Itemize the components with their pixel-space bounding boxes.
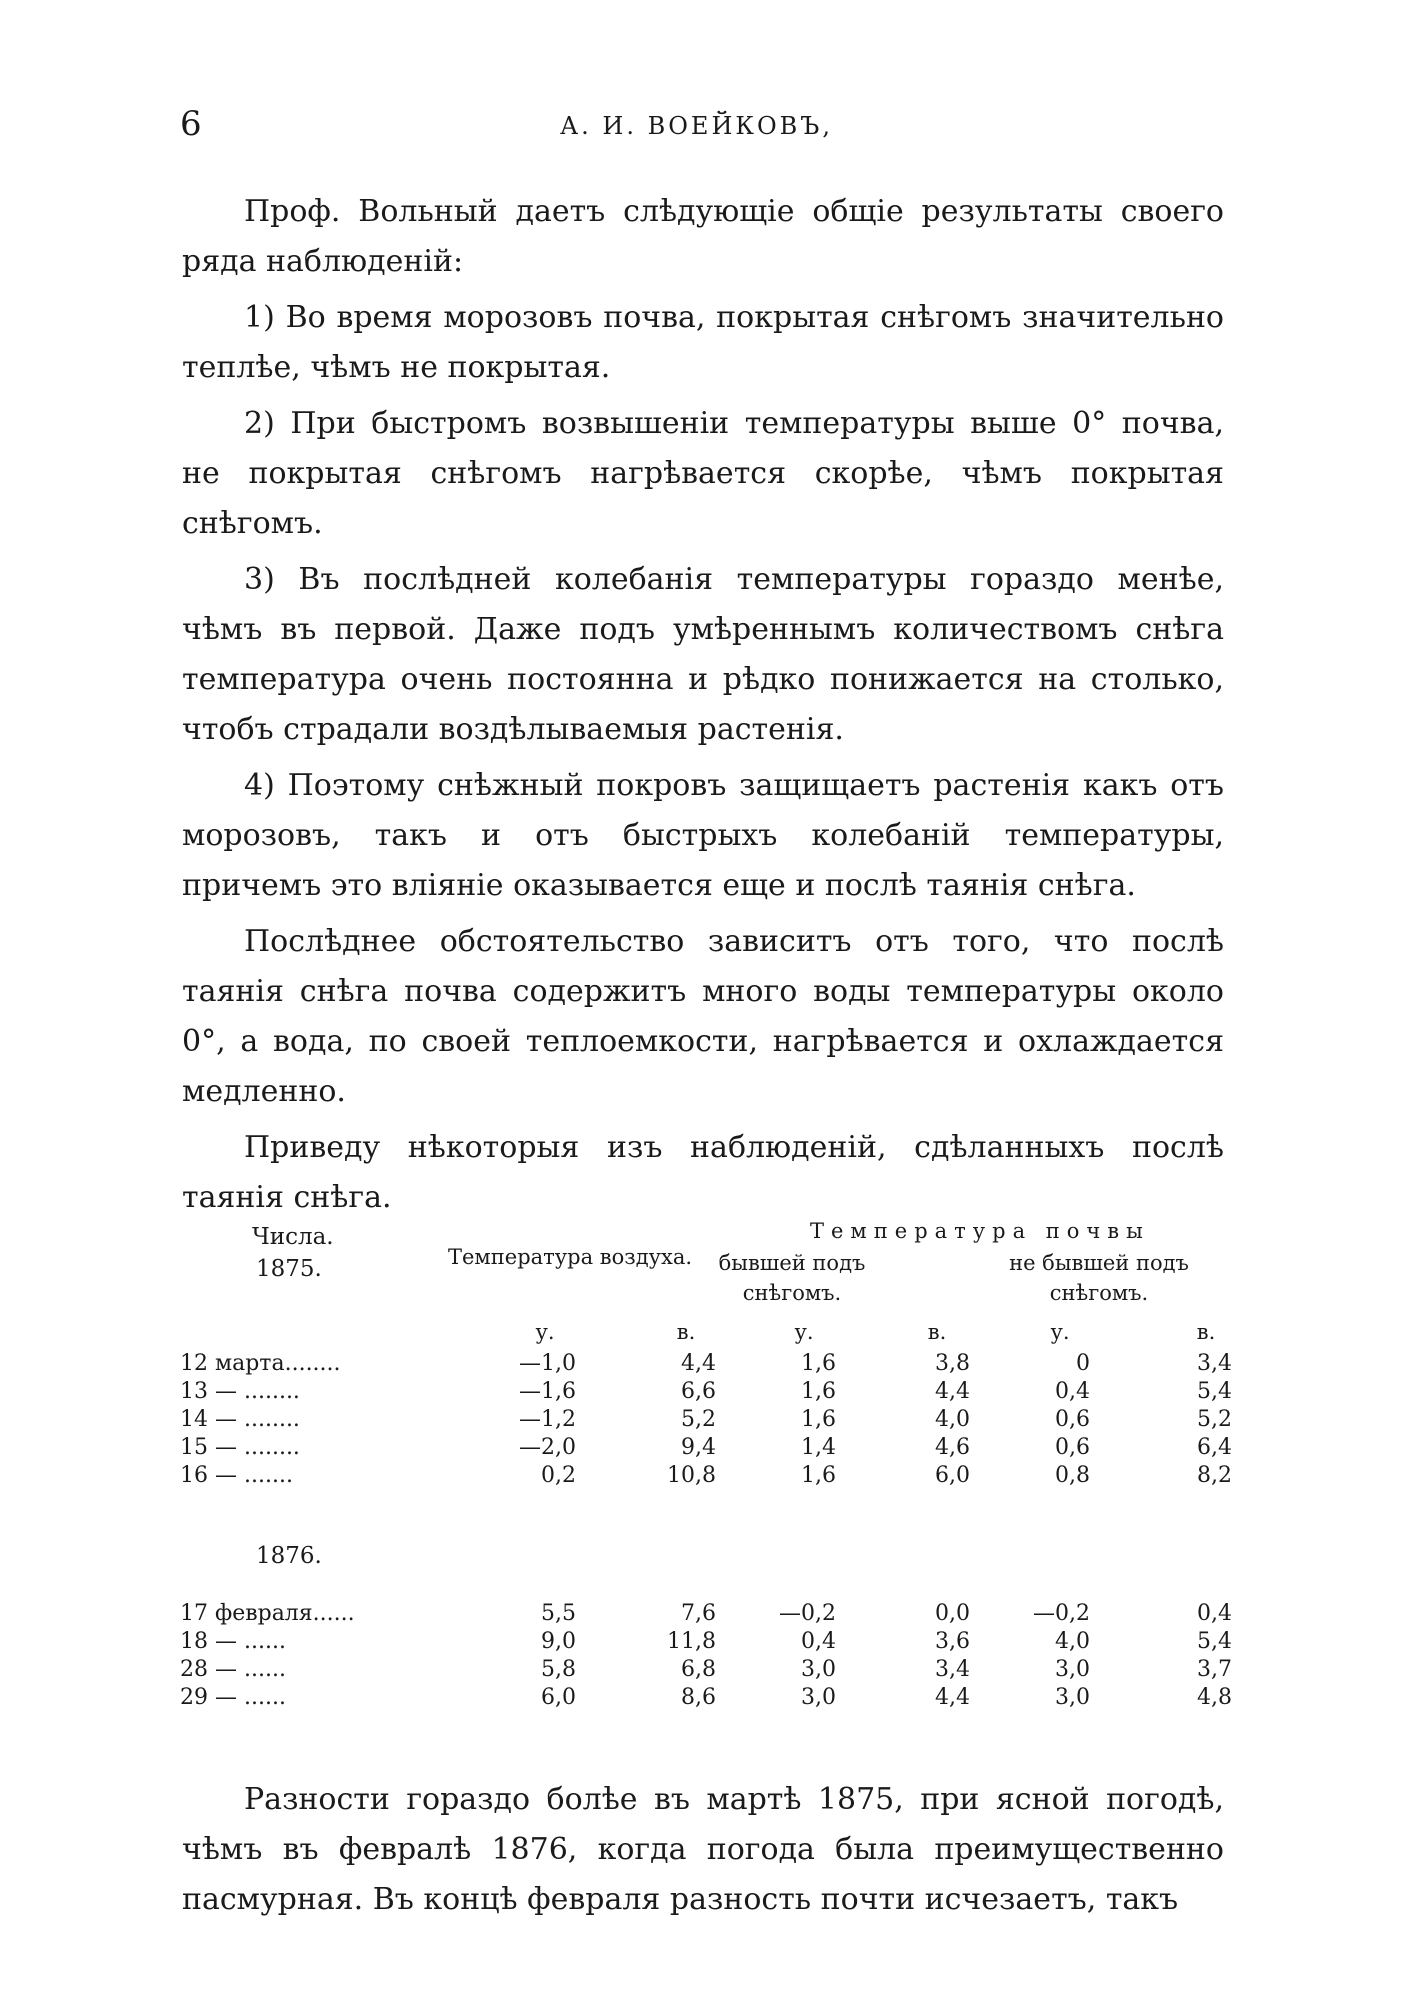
header-soil-temp: Температура почвы bbox=[810, 1219, 1150, 1243]
cell: 4,0 bbox=[935, 1407, 970, 1432]
body-text-closing bbox=[182, 1775, 1224, 1931]
running-head: А. И. ВОЕЙКОВЪ, bbox=[560, 112, 833, 140]
header-dates: Числа. bbox=[252, 1224, 334, 1250]
subheader-notunder-morning: у. bbox=[1050, 1320, 1070, 1344]
cell: 6,0 bbox=[935, 1463, 970, 1488]
cell: —0,2 bbox=[779, 1601, 836, 1626]
row-date: 16 — ....... bbox=[180, 1463, 293, 1488]
body-text bbox=[182, 187, 1224, 1229]
cell: —2,0 bbox=[519, 1435, 576, 1460]
cell: 1,6 bbox=[801, 1379, 836, 1404]
cell: 3,0 bbox=[801, 1685, 836, 1710]
row-date: 17 февраля...... bbox=[180, 1601, 355, 1626]
row-date: 28 — ...... bbox=[180, 1657, 286, 1682]
cell: —0,2 bbox=[1033, 1601, 1090, 1626]
paragraph-result-3: 3) Въ послѣдней колебанія температуры гораздо менѣе, чѣмъ въ первой. Даже подъ умѣреннымъ количествомъ снѣга температура очень постоянна и рѣдко понижается на столько, чтобъ страдали воздѣлываемыя растенія. bbox=[182, 562, 1224, 747]
cell: 3,0 bbox=[1055, 1657, 1090, 1682]
cell: 5,2 bbox=[681, 1407, 716, 1432]
cell: 6,8 bbox=[681, 1657, 716, 1682]
page-number: 6 bbox=[180, 104, 202, 144]
cell: 1,6 bbox=[801, 1407, 836, 1432]
paragraph-result-4: 4) Поэтому снѣжный покровъ защищаетъ растенія какъ отъ морозовъ, такъ и отъ быстрыхъ колебаній температуры, причемъ это вліяніе оказывается еще и послѣ таянія снѣга. bbox=[182, 768, 1224, 903]
cell: 3,4 bbox=[1197, 1351, 1232, 1376]
cell: 0,6 bbox=[1055, 1407, 1090, 1432]
cell: 4,4 bbox=[935, 1685, 970, 1710]
cell: 3,6 bbox=[935, 1629, 970, 1654]
cell: 8,6 bbox=[681, 1685, 716, 1710]
cell: 1,6 bbox=[801, 1463, 836, 1488]
cell: 1,4 bbox=[801, 1435, 836, 1460]
cell: —1,6 bbox=[519, 1379, 576, 1404]
header-not-under-snow: не бывшей подъ снѣгомъ. bbox=[1009, 1251, 1189, 1305]
cell: 10,8 bbox=[667, 1463, 716, 1488]
cell: 3,0 bbox=[801, 1657, 836, 1682]
cell: 0,6 bbox=[1055, 1435, 1090, 1460]
cell: 1,6 bbox=[801, 1351, 836, 1376]
cell: 4,4 bbox=[681, 1351, 716, 1376]
paragraph-explanation: Послѣднее обстоятельство зависитъ отъ того, что послѣ таянія снѣга почва содержитъ много воды температуры около 0°, а вода, по своей теплоемкости, нагрѣвается и охлаждается медленно. bbox=[182, 924, 1224, 1109]
cell: 0,4 bbox=[1055, 1379, 1090, 1404]
paragraph-table-intro: Приведу нѣкоторыя изъ наблюденій, сдѣланныхъ послѣ таянія снѣга. bbox=[182, 1130, 1224, 1215]
cell: 0 bbox=[1076, 1351, 1090, 1376]
cell: 5,5 bbox=[541, 1601, 576, 1626]
temperature-table bbox=[180, 1212, 1230, 1732]
cell: 0,4 bbox=[1197, 1601, 1232, 1626]
cell: 0,8 bbox=[1055, 1463, 1090, 1488]
cell: 6,4 bbox=[1197, 1435, 1232, 1460]
paragraph-intro: Проф. Вольный даетъ слѣдующіе общіе результаты своего ряда наблюденій: bbox=[182, 194, 1224, 279]
row-date: 15 — ........ bbox=[180, 1435, 300, 1460]
subheader-air-evening: в. bbox=[676, 1320, 696, 1344]
year-1876-label: 1876. bbox=[256, 1543, 322, 1569]
header-air-temp: Температура воздуха. bbox=[448, 1245, 693, 1269]
cell: 5,2 bbox=[1197, 1407, 1232, 1432]
cell: 8,2 bbox=[1197, 1463, 1232, 1488]
cell: 0,2 bbox=[541, 1463, 576, 1488]
cell: 3,8 bbox=[935, 1351, 970, 1376]
cell: 9,4 bbox=[681, 1435, 716, 1460]
cell: 3,4 bbox=[935, 1657, 970, 1682]
cell: 4,0 bbox=[1055, 1629, 1090, 1654]
header-under-snow: бывшей подъ снѣгомъ. bbox=[718, 1251, 866, 1305]
cell: 5,4 bbox=[1197, 1379, 1232, 1404]
cell: 0,0 bbox=[935, 1601, 970, 1626]
header-year-1875: 1875. bbox=[256, 1256, 322, 1282]
cell: —1,2 bbox=[519, 1407, 576, 1432]
cell: 4,8 bbox=[1197, 1685, 1232, 1710]
cell: 9,0 bbox=[541, 1629, 576, 1654]
row-date: 13 — ........ bbox=[180, 1379, 300, 1404]
cell: 0,4 bbox=[801, 1629, 836, 1654]
subheader-under-evening: в. bbox=[927, 1320, 947, 1344]
paragraph-result-2: 2) При быстромъ возвышеніи температуры выше 0° почва, не покрытая снѣгомъ нагрѣвается скорѣе, чѣмъ покрытая снѣгомъ. bbox=[182, 406, 1224, 541]
subheader-air-morning: у. bbox=[535, 1320, 555, 1344]
cell: —1,0 bbox=[519, 1351, 576, 1376]
cell: 5,4 bbox=[1197, 1629, 1232, 1654]
paragraph-closing: Разности гораздо болѣе въ мартѣ 1875, при ясной погодѣ, чѣмъ въ февралѣ 1876, когда погода была преимущественно пасмурная. Въ концѣ февраля разность почти исчезаетъ, такъ bbox=[182, 1782, 1224, 1917]
row-date: 18 — ...... bbox=[180, 1629, 286, 1654]
cell: 6,0 bbox=[541, 1685, 576, 1710]
cell: 4,4 bbox=[935, 1379, 970, 1404]
cell: 6,6 bbox=[681, 1379, 716, 1404]
cell: 5,8 bbox=[541, 1657, 576, 1682]
cell: 7,6 bbox=[681, 1601, 716, 1626]
cell: 3,0 bbox=[1055, 1685, 1090, 1710]
cell: 4,6 bbox=[935, 1435, 970, 1460]
subheader-notunder-evening: в. bbox=[1196, 1320, 1216, 1344]
row-date: 14 — ........ bbox=[180, 1407, 300, 1432]
row-date: 12 марта........ bbox=[180, 1351, 341, 1376]
paragraph-result-1: 1) Во время морозовъ почва, покрытая снѣгомъ значительно теплѣе, чѣмъ не покрытая. bbox=[182, 300, 1224, 385]
row-date: 29 — ...... bbox=[180, 1685, 286, 1710]
cell: 3,7 bbox=[1197, 1657, 1232, 1682]
cell: 11,8 bbox=[667, 1629, 716, 1654]
subheader-under-morning: у. bbox=[794, 1320, 814, 1344]
